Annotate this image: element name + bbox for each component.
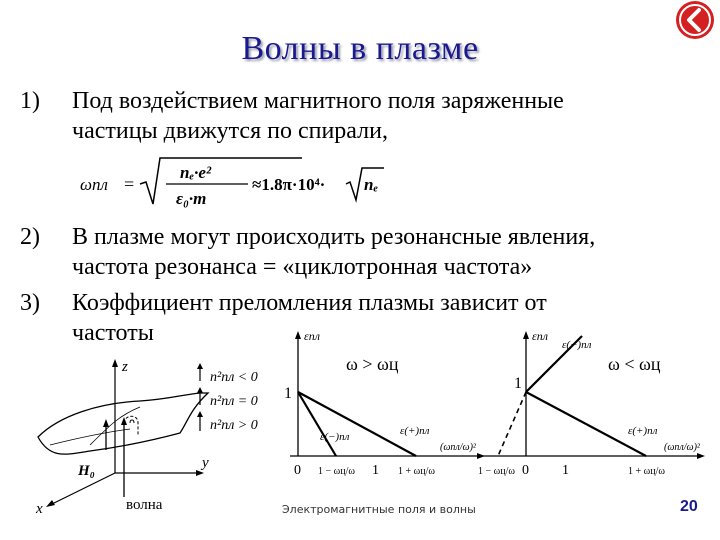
y-axis-label: εпл (532, 329, 548, 343)
h0-label: H₀ (78, 463, 95, 479)
y-tick-one: 1 (284, 385, 292, 402)
eps-minus-label: ε(−)пл (320, 431, 350, 443)
condition-zero: n²пл = 0 (210, 394, 258, 409)
curve-eps-plus (298, 392, 416, 456)
wave-label: волна (126, 497, 163, 513)
formula-numerator: nₑ·e² (180, 163, 212, 182)
list-item-line: В плазме могут происходить резонансные явления, (72, 224, 596, 250)
formula-lhs: ωпл (80, 175, 108, 194)
eps-minus-label: ε(−)пл (562, 339, 592, 351)
list-item-line: частоты (72, 320, 154, 346)
x-axis-label: (ωпл/ω)² (440, 442, 476, 453)
svg-text:=: = (124, 174, 135, 194)
axis-z-label: z (122, 359, 128, 375)
list-item-number: 1) (20, 88, 40, 114)
eps-plus-label: ε(+)пл (628, 425, 658, 437)
list-item-line: частицы движутся по спирали, (72, 118, 388, 144)
curve-eps-minus-dashed (498, 392, 526, 456)
graph-omega-less (478, 326, 710, 476)
list-item-line: Коэффициент преломления плазмы зависит от (72, 290, 547, 316)
formula-denominator: ε₀·m (176, 189, 207, 208)
x-axis-label: (ωпл/ω)² (664, 442, 700, 453)
x-tick-left: 1 − ωц/ω (478, 466, 515, 476)
origin-label: 0 (294, 463, 301, 476)
x-tick-one: 1 (562, 463, 569, 476)
list-item-number: 2) (20, 224, 40, 250)
x-tick-one: 1 (372, 463, 379, 476)
x-tick-mid: 1 − ωц/ω (318, 466, 355, 476)
formula-approx: ≈1.8π·10⁴· (252, 175, 326, 194)
x-tick-right: 1 + ωц/ω (628, 466, 665, 476)
page-number: 20 (680, 498, 698, 515)
curve-eps-plus (526, 392, 646, 456)
axis-y-label: y (202, 455, 209, 471)
plasma-layer-figure (30, 355, 275, 520)
eps-plus-label: ε(+)пл (400, 425, 430, 437)
list-item-line: частота резонанса = «циклотронная частота» (72, 254, 533, 280)
origin-label: 0 (522, 463, 529, 476)
graph-omega-greater (280, 326, 490, 476)
formula-rhs: nₑ (364, 175, 379, 194)
y-tick-one: 1 (514, 375, 522, 392)
condition-label: ω < ωц (608, 354, 661, 374)
x-tick-right: 1 + ωц/ω (398, 466, 435, 476)
page-title: Волны в плазме (241, 30, 479, 67)
condition-label: ω > ωц (346, 354, 399, 374)
formula (80, 152, 410, 214)
list-item-line: Под воздействием магнитного поля заряженные (72, 88, 564, 114)
condition-positive: n²пл > 0 (210, 418, 258, 433)
footer-text: Электромагнитные поля и волны (282, 503, 476, 516)
list-item-number: 3) (20, 290, 40, 316)
axis-x-label: x (36, 501, 43, 517)
y-axis-label: εпл (304, 329, 320, 343)
condition-negative: n²пл < 0 (210, 370, 258, 385)
